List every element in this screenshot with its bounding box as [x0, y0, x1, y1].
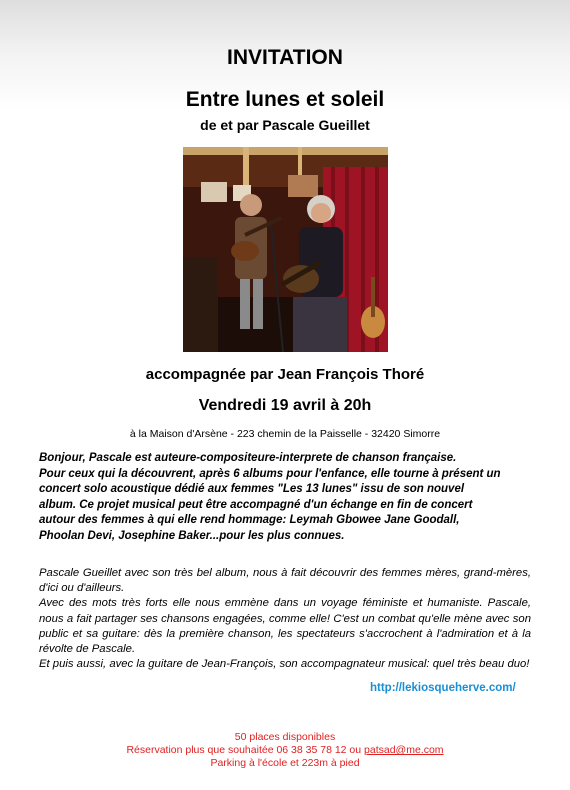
event-date: Vendredi 19 avril à 20h: [198, 397, 372, 414]
intro-line: album. Ce projet musical peut être accompagné d'un échange en fin de concert: [39, 498, 473, 511]
show-title: Entre lunes et soleil: [185, 88, 385, 111]
review-paragraph: Pascale Gueillet avec son très bel album, nous à fait découvrir des femmes mères, grand-mères, d'ici ou d'ailleurs.: [39, 567, 531, 595]
parking-info: Parking à l'école et 223m à pied: [210, 757, 360, 769]
intro-line: autour des femmes à qui elle rend hommage: Leymah Gbowee Jane Goodall,: [39, 514, 460, 526]
concert-photo: [183, 147, 388, 352]
reservation-text: Réservation plus que souhaitée 06 38 35 78 12 ou: [126, 744, 365, 756]
review-text: [39, 566, 531, 672]
intro-line: Bonjour, Pascale est auteure-compositeure-interprete de chanson française.: [39, 452, 457, 464]
intro-line: Phoolan Devi, Josephine Baker...pour les plus connues.: [39, 529, 345, 542]
places-available: 50 places disponibles: [234, 731, 336, 743]
event-address: à la Maison d'Arsène - 223 chemin de la Paisselle - 32420 Simorre: [129, 428, 441, 440]
accompanist-line: accompagnée par Jean François Thoré: [145, 366, 425, 383]
review-paragraph: Et puis aussi, avec la guitare de Jean-François, son accompagnateur musical: quel très beau duo!: [39, 658, 530, 671]
invitation-title: INVITATION: [227, 46, 343, 69]
byline: de et par Pascale Gueillet: [200, 117, 370, 133]
review-source-link[interactable]: http://lekiosqueherve.com/: [370, 682, 516, 694]
intro-line: Pour ceux qui la découvrent, après 6 albums pour l'enfance, elle tourne à présent un: [39, 467, 501, 480]
intro-paragraph: [39, 451, 539, 544]
intro-line: concert solo acoustique dédié aux femmes "Les 13 lunes" issu de son nouvel: [39, 483, 465, 495]
email-link[interactable]: patsad@me.com: [364, 744, 444, 756]
footer-info: [0, 731, 570, 770]
review-paragraph: Avec des mots très forts elle nous emmène dans un voyage féministe et humaniste. Pascale, nous a fait partager ses chansons engagées, comme elle! C'est un combat qu'elle mène avec son public et sa guitare: dès la première chanson, les spectateurs s'accrochent à l'admiration et à la révolte de Pascale.: [39, 597, 531, 656]
reservation-line: [0, 744, 570, 757]
